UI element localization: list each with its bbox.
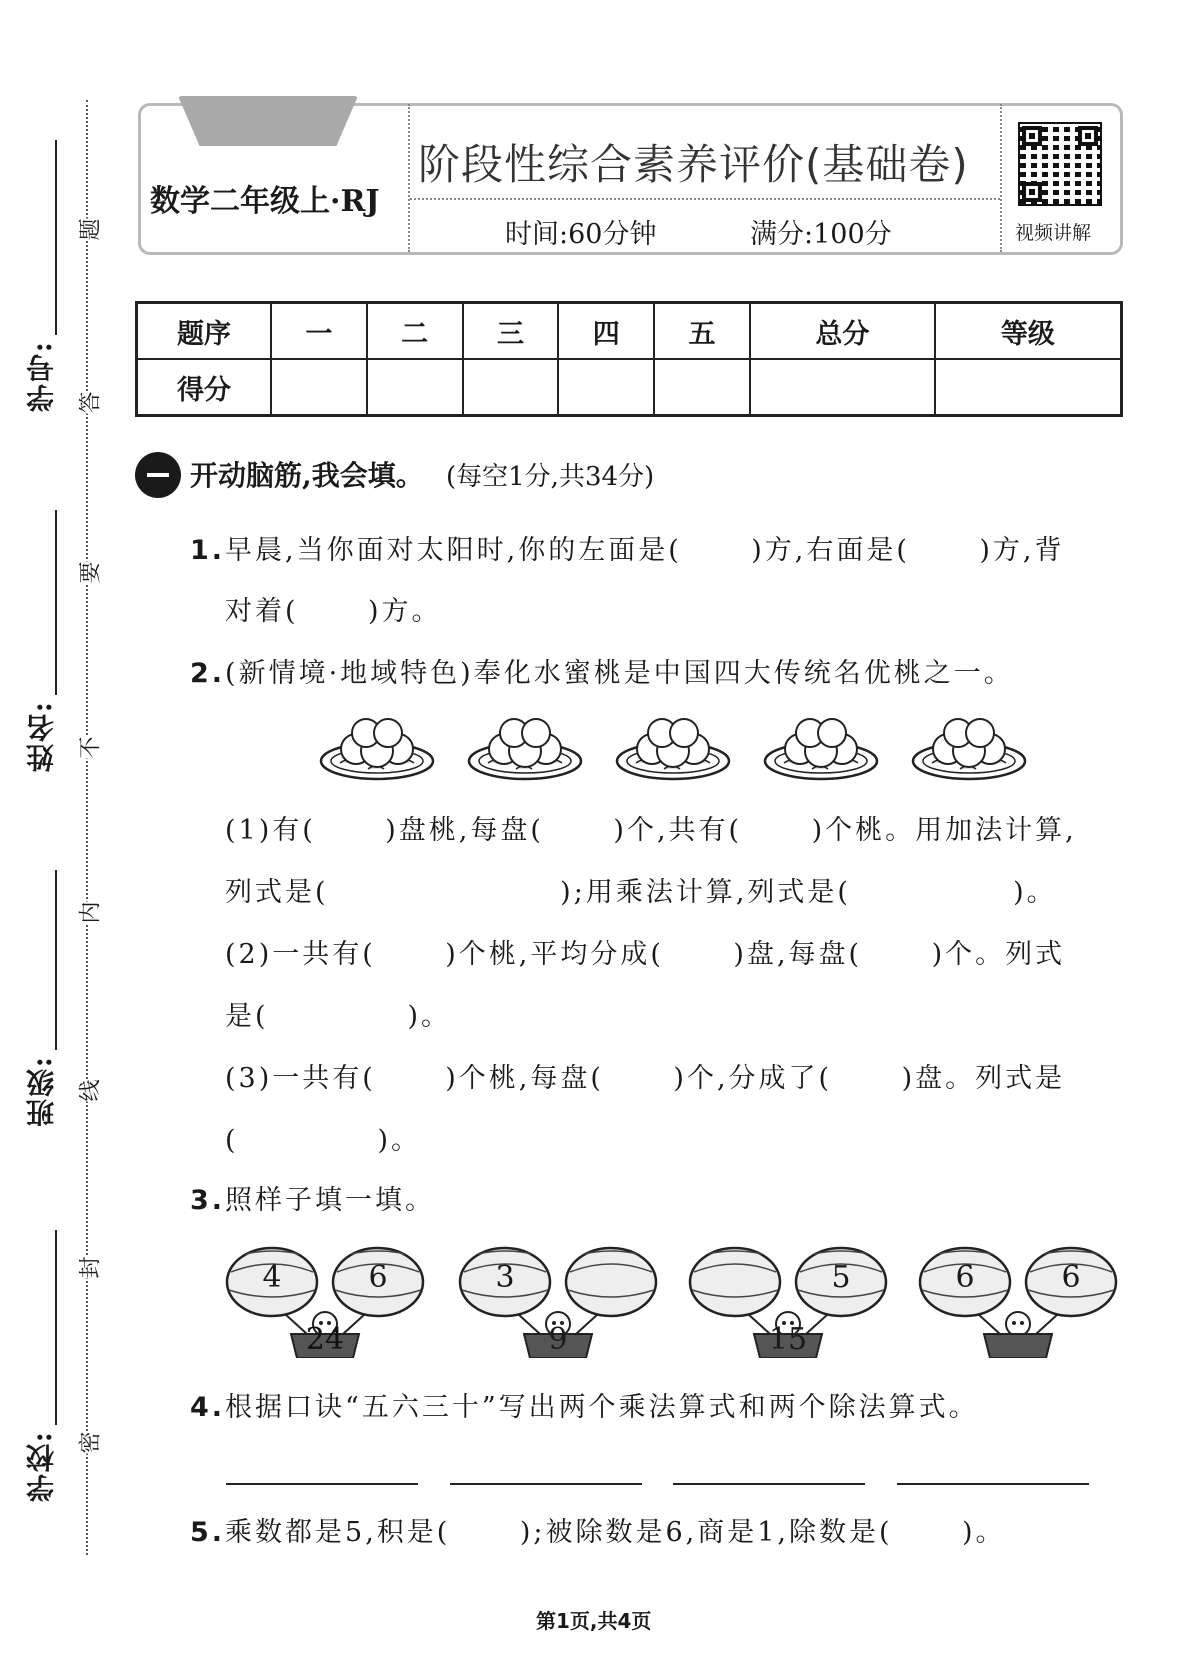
score-input-cell[interactable]	[367, 359, 463, 416]
question-5	[190, 1510, 1006, 1549]
name-label: 姓名:	[25, 700, 58, 773]
question-text: (3)一共有( )个桃,每盘( )个,分成了( )盘。列式是	[225, 1063, 1066, 1094]
question-text: 照样子填一填。	[225, 1185, 436, 1216]
table-cell: 三	[463, 303, 559, 360]
peach-plate-icon	[318, 713, 436, 783]
question-text: (新情境·地域特色)奉化水蜜桃是中国四大传统名优桃之一。	[225, 658, 1014, 689]
qr-eye	[1022, 126, 1042, 146]
balloon-left-number: 3	[495, 1260, 515, 1295]
answer-line[interactable]	[673, 1483, 865, 1485]
table-cell: 二	[367, 303, 463, 360]
balloon-figure	[918, 1244, 1118, 1358]
basket-number: 15	[768, 1322, 808, 1357]
header-divider	[408, 104, 410, 252]
balloon-right-number: 5	[831, 1260, 851, 1295]
school-label: 学校:	[25, 1430, 58, 1503]
balloon-figure	[225, 1244, 425, 1358]
full-score: 满分:100分	[750, 219, 892, 250]
class-field[interactable]	[55, 870, 57, 1050]
balloon-right-number: 6	[368, 1260, 388, 1295]
balloon-figure	[458, 1244, 658, 1358]
score-input-cell[interactable]	[750, 359, 935, 416]
question-3	[190, 1178, 435, 1217]
question-number: 5.	[190, 1517, 226, 1548]
qr-eye	[1078, 126, 1098, 146]
basket-number: 24	[305, 1322, 345, 1357]
answer-line[interactable]	[897, 1483, 1089, 1485]
question-text: 对着( )方。	[225, 596, 442, 627]
balloon-left-number: 4	[262, 1260, 282, 1295]
question-number: 2.	[190, 658, 226, 689]
time-limit: 时间:60分钟	[505, 219, 657, 250]
question-1	[190, 528, 1065, 567]
score-table-score-row	[137, 359, 1122, 416]
peach-plate-icon	[614, 713, 732, 783]
seal-char: 线	[72, 1079, 107, 1101]
score-input-cell[interactable]	[558, 359, 654, 416]
question-text: (2)一共有( )个桃,平均分成( )盘,每盘( )个。列式	[225, 939, 1066, 970]
balloon-left-number: 6	[955, 1260, 975, 1295]
question-2	[190, 651, 1014, 690]
answer-line[interactable]	[226, 1483, 418, 1485]
section-number-icon	[135, 452, 181, 498]
answer-line[interactable]	[450, 1483, 642, 1485]
page-footer: 第1页,共4页	[536, 1609, 652, 1633]
page-title: 阶段性综合素养评价(基础卷)	[418, 140, 969, 189]
seal-char: 内	[72, 901, 107, 923]
student-id-field[interactable]	[55, 140, 57, 335]
table-cell: 得分	[137, 359, 272, 416]
question-text: 根据口诀“五六三十”写出两个乘法算式和两个除法算式。	[225, 1392, 979, 1423]
name-field[interactable]	[55, 510, 57, 695]
seal-char: 题	[72, 218, 107, 240]
seal-char: 要	[72, 561, 107, 583]
seal-char: 答	[72, 391, 107, 413]
table-cell: 一	[271, 303, 367, 360]
score-input-cell[interactable]	[271, 359, 367, 416]
question-4	[190, 1385, 979, 1424]
balloon-right-number: 6	[1061, 1260, 1081, 1295]
question-text: 早晨,当你面对太阳时,你的左面是( )方,右面是( )方,背	[225, 535, 1065, 566]
table-cell: 五	[654, 303, 750, 360]
basket-number: 9	[548, 1322, 568, 1357]
question-number: 3.	[190, 1185, 226, 1216]
student-id-label: 学号:	[25, 340, 58, 413]
peach-plate-icon	[762, 713, 880, 783]
peach-plate-icon	[910, 713, 1028, 783]
header-divider	[410, 198, 1000, 200]
score-input-cell[interactable]	[654, 359, 750, 416]
seal-char: 不	[72, 736, 107, 758]
question-number: 1.	[190, 535, 226, 566]
peach-plate-icon	[466, 713, 584, 783]
section-title: 开动脑筋,我会填。	[190, 459, 424, 492]
score-table	[135, 301, 1123, 417]
question-text: 列式是( );用乘法计算,列式是( )。	[225, 877, 1057, 908]
question-number: 4.	[190, 1392, 226, 1423]
qr-code-icon[interactable]	[1018, 122, 1102, 206]
school-field[interactable]	[55, 1230, 57, 1425]
header-divider	[1000, 104, 1002, 252]
question-text: ( )。	[225, 1125, 422, 1156]
header-tab	[178, 96, 358, 146]
table-cell: 四	[558, 303, 654, 360]
table-cell: 总分	[750, 303, 935, 360]
qr-label: 视频讲解	[1015, 222, 1092, 244]
score-input-cell[interactable]	[463, 359, 559, 416]
section-note: (每空1分,共34分)	[446, 462, 655, 492]
table-cell: 等级	[935, 303, 1122, 360]
score-input-cell[interactable]	[935, 359, 1122, 416]
seal-char: 封	[72, 1256, 107, 1278]
class-label: 班级:	[25, 1055, 58, 1128]
qr-eye	[1022, 182, 1042, 202]
question-text: 乘数都是5,积是( );被除数是6,商是1,除数是( )。	[225, 1517, 1006, 1548]
balloon-figure	[688, 1244, 888, 1358]
binding-dotted-line	[86, 100, 88, 1555]
question-text: (1)有( )盘桃,每盘( )个,共有( )个桃。用加法计算,	[225, 815, 1077, 846]
score-table-header-row	[137, 303, 1122, 360]
seal-char: 密	[72, 1431, 107, 1453]
table-cell: 题序	[137, 303, 272, 360]
subject-label: 数学二年级上·RJ	[150, 184, 380, 219]
question-text: 是( )。	[225, 1001, 452, 1032]
